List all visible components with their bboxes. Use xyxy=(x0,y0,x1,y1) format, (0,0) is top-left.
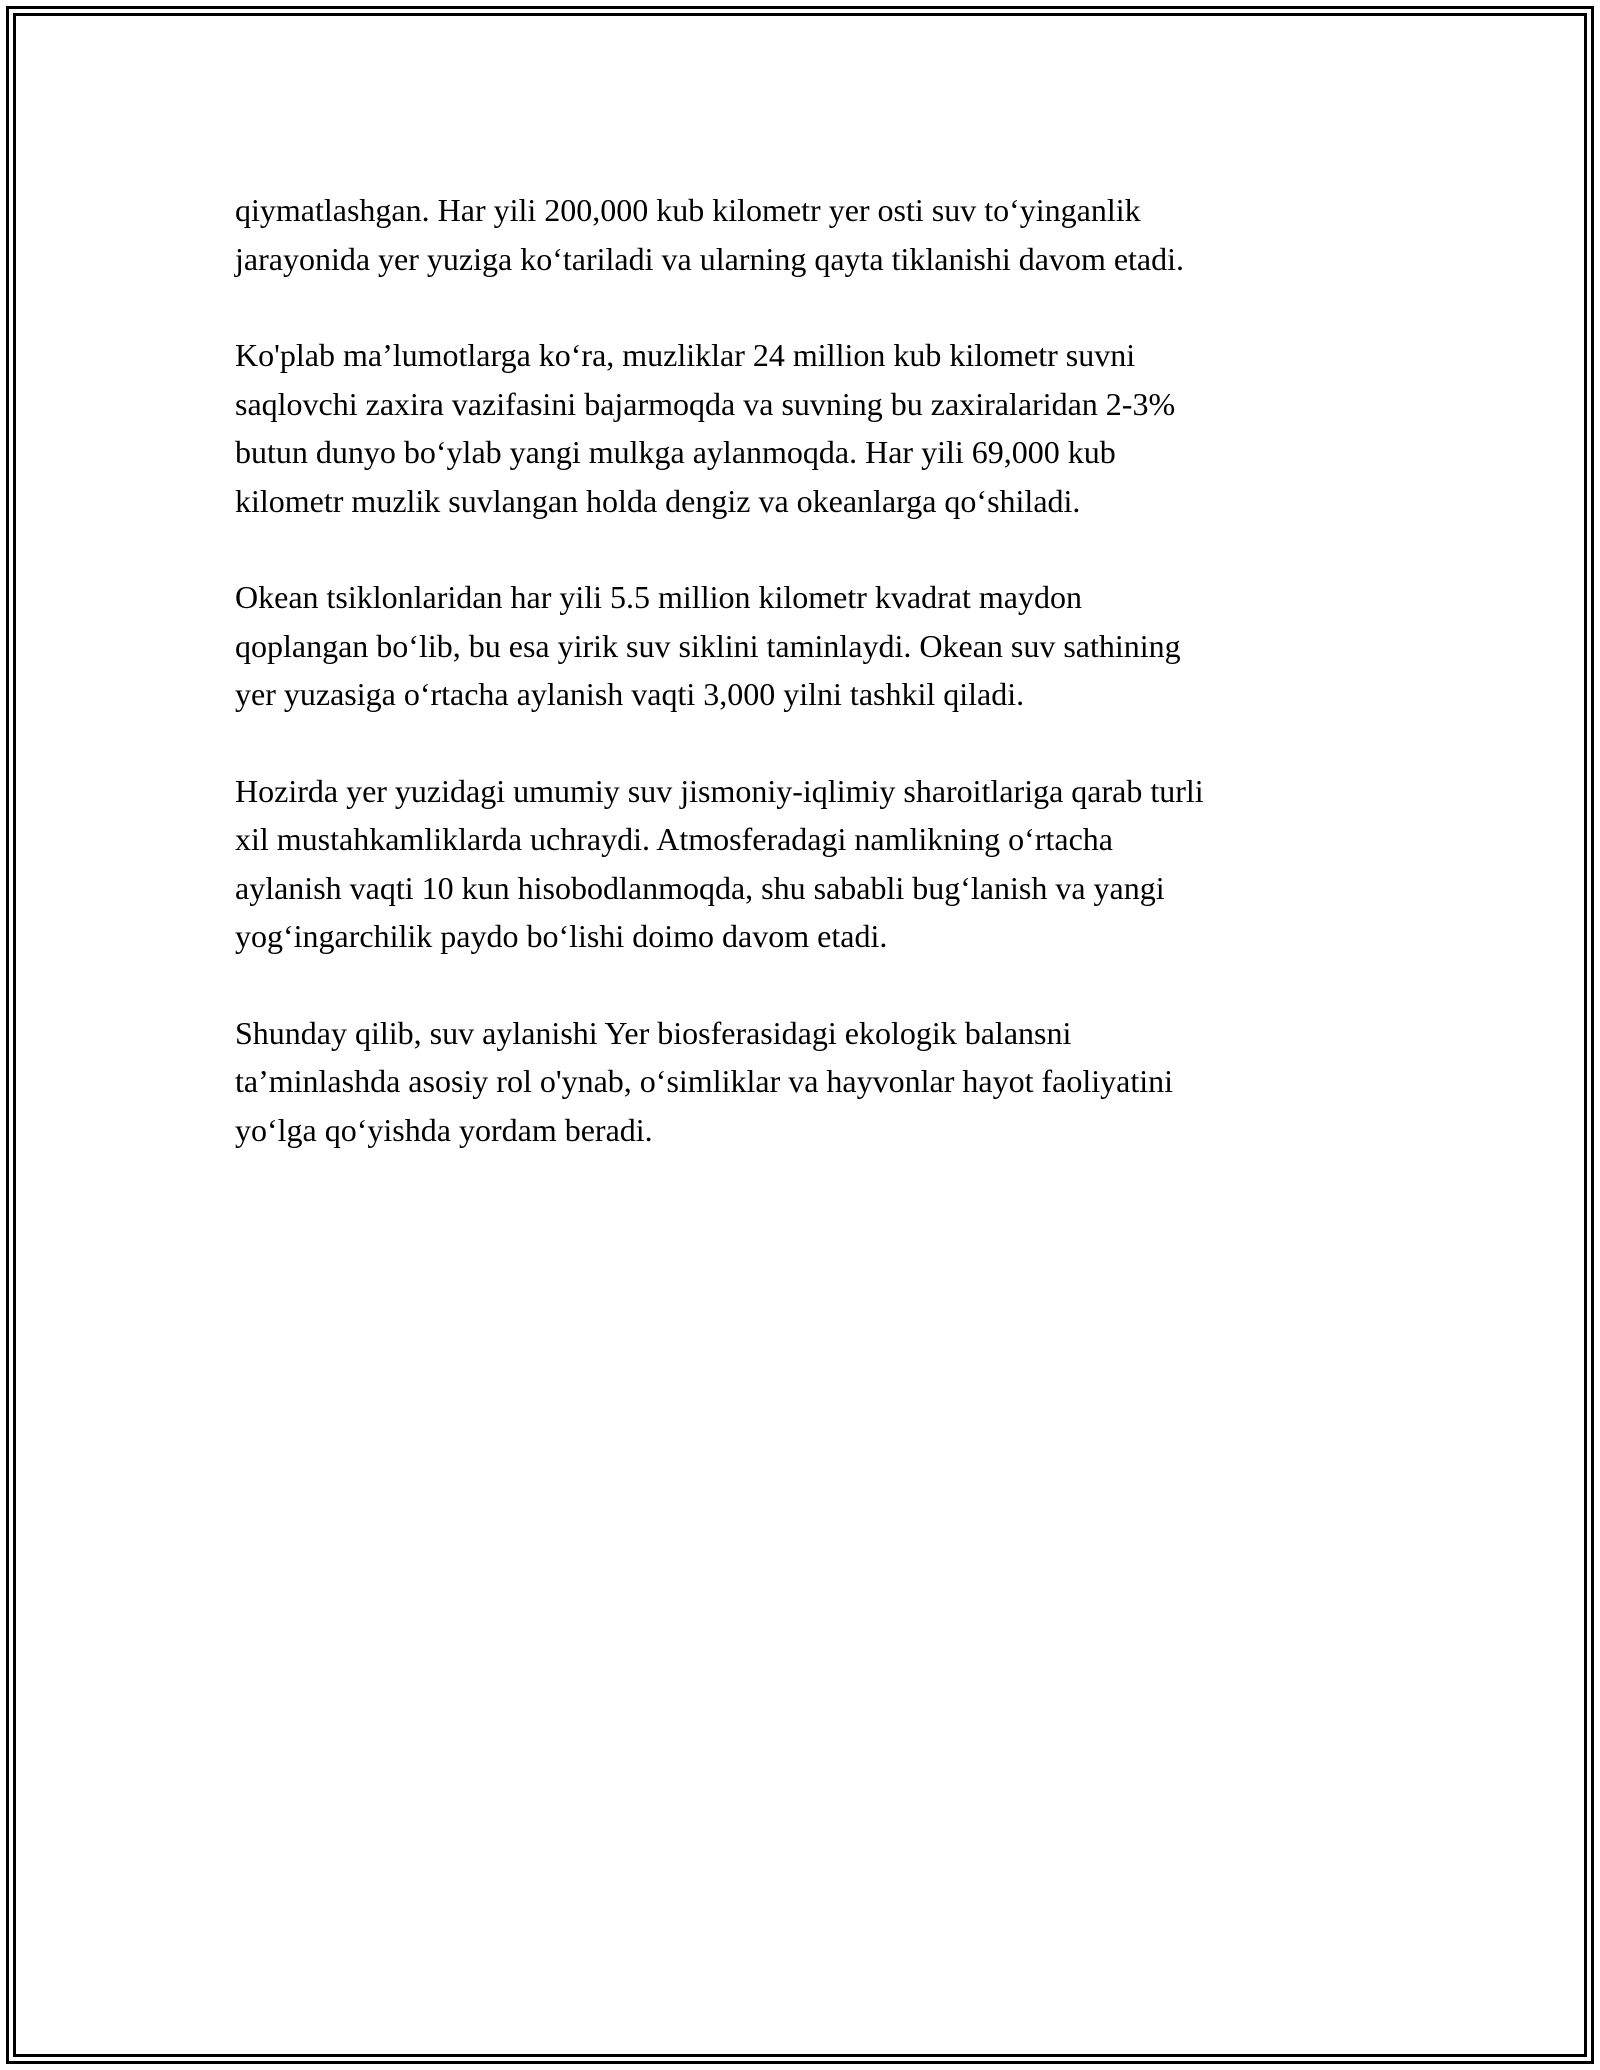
paragraph-ocean-cycles xyxy=(235,573,1365,719)
text-line: qoplangan bo‘lib, bu esa yirik suv siklini taminlaydi. Okean suv sathining xyxy=(235,627,1181,664)
text-line: qiymatlashgan. Har yili 200,000 kub kilometr yer osti suv to‘yinganlik xyxy=(235,192,1141,228)
paragraph-groundwater xyxy=(235,186,1365,283)
text-line: yer yuzasiga o‘rtacha aylanish vaqti 3,000 yilni tashkil qiladi. xyxy=(235,676,1025,712)
text-line: ta’minlashda asosiy rol o'ynab, o‘simliklar va hayvonlar hayot faoliyatini xyxy=(235,1063,1173,1099)
text-line: yog‘ingarchilik paydo bo‘lishi doimo davom etadi. xyxy=(235,918,888,954)
text-line: Okean tsiklonlaridan har yili 5.5 million kilometr kvadrat maydon xyxy=(235,579,1082,615)
paragraph-atmosphere xyxy=(235,767,1365,961)
text-line: kilometr muzlik suvlangan holda dengiz va okeanlarga qo‘shiladi. xyxy=(235,482,1081,519)
text-line: aylanish vaqti 10 kun hisobodlanmoqda, shu sababli bug‘lanish va yangi xyxy=(235,869,1165,906)
text-line: saqlovchi zaxira vazifasini bajarmoqda va suvning bu zaxiralaridan 2-3% xyxy=(235,385,1176,422)
text-line: yo‘lga qo‘yishda yordam beradi. xyxy=(235,1111,653,1148)
text-line: Shunday qilib, suv aylanishi Yer biosferasidagi ekologik balansni xyxy=(235,1014,1072,1051)
text-line: xil mustahkamliklarda uchraydi. Atmosferadagi namlikning o‘rtacha xyxy=(235,821,1113,857)
document-body xyxy=(235,186,1365,1202)
text-line: jarayonida yer yuziga ko‘tariladi va ularning qayta tiklanishi davom etadi. xyxy=(235,240,1185,277)
text-line: Ko'plab ma’lumotlarga ko‘ra, muzliklar 24 million kub kilometr suvni xyxy=(235,337,1136,373)
text-line: Hozirda yer yuzidagi umumiy suv jismoniy-iqlimiy sharoitlariga qarab turli xyxy=(235,772,1204,809)
paragraph-conclusion xyxy=(235,1009,1365,1155)
text-line: butun dunyo bo‘ylab yangi mulkga aylanmoqda. Har yili 69,000 kub xyxy=(235,434,1116,470)
paragraph-glaciers xyxy=(235,331,1365,525)
